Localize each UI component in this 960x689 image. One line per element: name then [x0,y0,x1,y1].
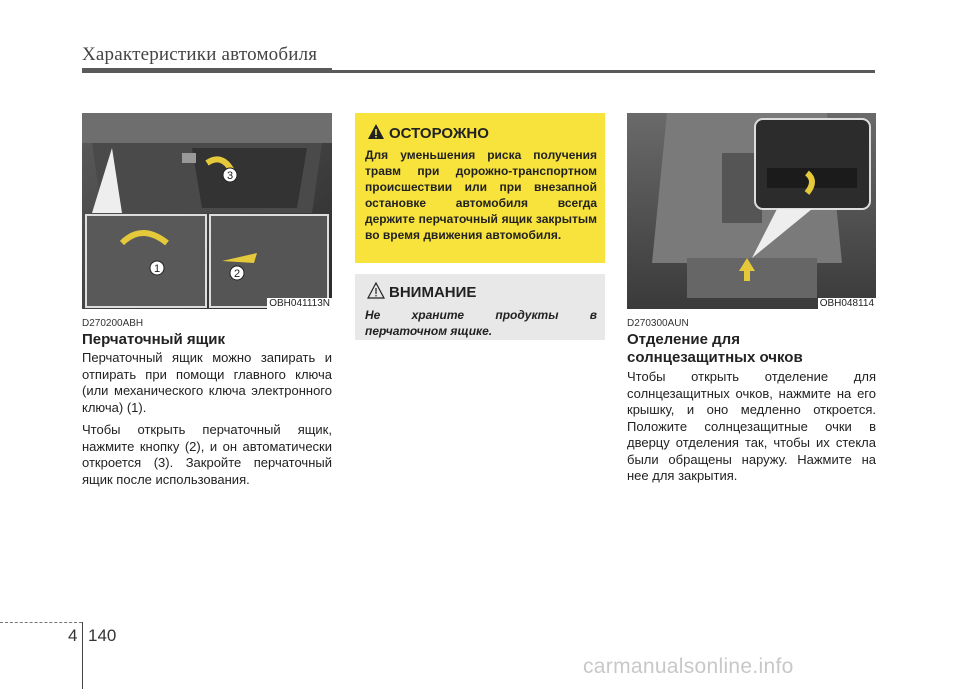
section-body: Чтобы открыть отделение для солнцезащитных очков, нажмите на его крышку, и оно медленно откроется. Положите солнцезащитные очки в дверцу отделения так, чтобы их стекла были обращены наружу. Нажмите на нее для закрытия. [627,369,876,483]
notice-title: ВНИМАНИЕ [389,284,477,301]
callout-1: 1 [153,263,161,275]
sunglass-holder-illustration [627,113,876,309]
page-header-title: Характеристики автомобиля [82,44,318,65]
paragraph: Чтобы открыть перчаточный ящик, нажмите кнопку (2), и он автоматически откроется (3). Закройте перчаточный ящик после использования. [82,422,332,487]
section-heading: Отделение для солнцезащитных очков [627,331,803,366]
footer-rule [0,622,82,623]
warning-box [355,113,605,263]
warning-title: ОСТОРОЖНО [389,125,489,142]
notice-box [355,274,605,340]
warning-text: Для уменьшения риска получения травм при дорожно-транспортном происшествии или при внезапной остановке автомобиля всегда держите перчаточный ящик закрытым во время движения автомобиля. [365,148,597,242]
notice-text: Не храните продукты в перчаточном ящике. [365,308,597,338]
glove-box-figure [82,113,332,309]
glove-box-illustration [82,113,332,309]
callout-3: 3 [226,170,234,182]
header-rule-accent [82,68,332,73]
figure-label: OBH048114 [819,298,874,309]
figure-label: OBH041113N [269,298,330,309]
warning-triangle-icon [367,123,385,141]
section-heading: Перчаточный ящик [82,331,226,348]
watermark: carmanualsonline.info [583,655,794,678]
caution-triangle-icon [367,282,385,300]
section-code: D270300AUN [627,318,689,329]
paragraph: Перчаточный ящик можно запирать и отпирать при помощи главного ключа (или механического ключа электронного ключа) (1). [82,350,332,415]
callout-2: 2 [233,268,241,280]
section-body [82,350,332,494]
sunglass-holder-figure [627,113,876,309]
chapter-number: 4 [68,626,78,645]
section-code: D270200ABH [82,318,144,329]
page-number: 140 [88,626,117,645]
footer-divider [82,622,83,689]
